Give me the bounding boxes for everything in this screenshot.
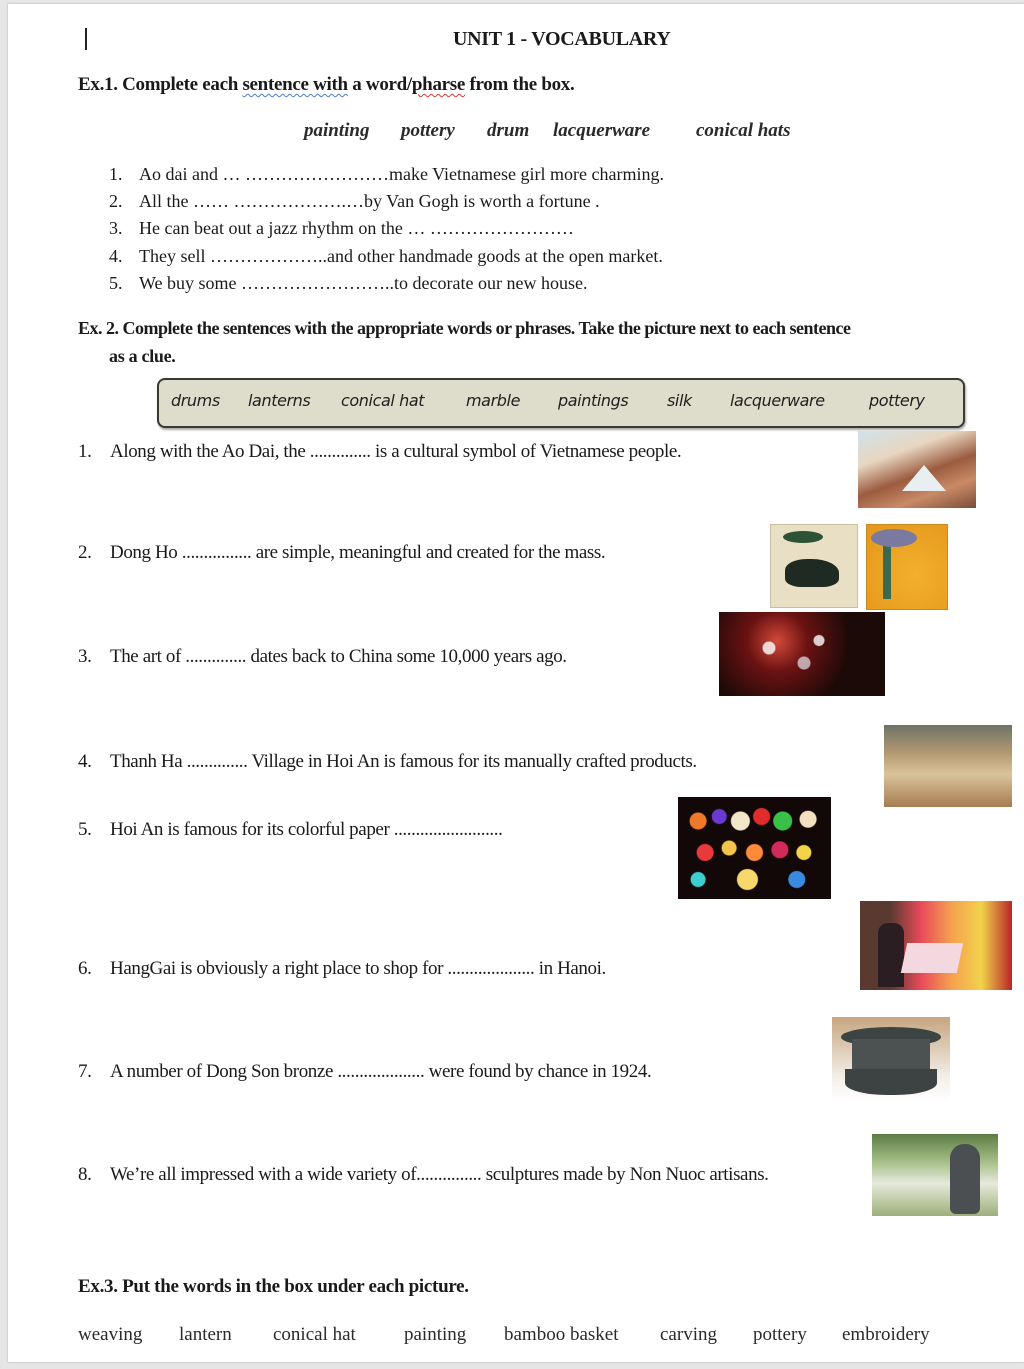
item-text: Hoi An is famous for its colorful paper ......................... bbox=[110, 819, 503, 840]
ex1-word: lacquerware bbox=[553, 120, 651, 141]
ex2-box-word: pottery bbox=[869, 391, 925, 410]
ex2-box-word: silk bbox=[667, 391, 692, 410]
ex3-word: embroidery bbox=[842, 1324, 930, 1345]
hat-shape bbox=[902, 465, 946, 491]
item-text: Along with the Ao Dai, the .............. is a cultural symbol of Vietnamese people. bbox=[110, 441, 682, 462]
ex2-box-word: lanterns bbox=[248, 391, 311, 410]
ex2-heading-cont: as a clue. bbox=[109, 346, 176, 366]
lacquer-flowers bbox=[749, 628, 849, 678]
picture-bronze-drum bbox=[832, 1017, 950, 1101]
ex2-box-word: conical hat bbox=[341, 391, 425, 410]
item-text: All the …… ……………….…by Van Gogh is worth a fortune . bbox=[139, 191, 600, 211]
item-text: Ao dai and … ……………………make Vietnamese girl more charming. bbox=[139, 164, 664, 184]
picture-lacquerware bbox=[719, 612, 885, 696]
ex1-word-box bbox=[8, 120, 1008, 146]
ex3-word: bamboo basket bbox=[504, 1324, 619, 1345]
item-number: 3. bbox=[109, 218, 123, 238]
palm-leaves bbox=[871, 529, 917, 547]
item-number: 3. bbox=[78, 646, 92, 667]
ex3-word: conical hat bbox=[273, 1324, 356, 1345]
item-number: 2. bbox=[109, 191, 123, 211]
item-number: 5. bbox=[78, 819, 92, 840]
tree-shape bbox=[783, 531, 823, 543]
page-title: UNIT 1 - VOCABULARY bbox=[453, 28, 671, 50]
item-number: 6. bbox=[78, 958, 92, 979]
ex3-word: weaving bbox=[78, 1324, 143, 1345]
ex2-box-word: drums bbox=[171, 391, 220, 410]
item-text: Thanh Ha .............. Village in Hoi An is famous for its manually crafted products. bbox=[110, 751, 697, 772]
ex1-word: pottery bbox=[401, 120, 455, 141]
weaver-figure bbox=[878, 923, 904, 987]
item-number: 5. bbox=[109, 273, 123, 293]
ex3-heading: Ex.3. Put the words in the box under each picture. bbox=[78, 1276, 469, 1297]
item-number: 4. bbox=[109, 246, 123, 266]
ex2-word-box bbox=[157, 378, 965, 428]
picture-marble-sculptures bbox=[872, 1134, 998, 1216]
text-cursor bbox=[85, 28, 87, 50]
item-text: We buy some ……………………..to decorate our new house. bbox=[139, 273, 588, 293]
item-number: 8. bbox=[78, 1164, 92, 1185]
ex3-word: pottery bbox=[753, 1324, 807, 1345]
item-text: HangGai is obviously a right place to shop for .................... in Hanoi. bbox=[110, 958, 606, 979]
ex1-heading bbox=[78, 74, 574, 96]
ex1-heading-part: a word/ bbox=[347, 74, 412, 95]
ex2-box-word: marble bbox=[466, 391, 521, 410]
ex2-heading: Ex. 2. Complete the sentences with the appropriate words or phrases. Take the picture next to each sentence bbox=[78, 318, 851, 338]
picture-dong-ho-painting-buffalo bbox=[770, 524, 858, 608]
palm-trunk bbox=[883, 539, 891, 599]
ex1-word: painting bbox=[304, 120, 370, 141]
ex3-word: carving bbox=[660, 1324, 717, 1345]
item-number: 1. bbox=[109, 164, 123, 184]
item-text: The art of .............. dates back to China some 10,000 years ago. bbox=[110, 646, 567, 667]
item-number: 7. bbox=[78, 1061, 92, 1082]
picture-lanterns bbox=[678, 797, 831, 899]
item-number: 4. bbox=[78, 751, 92, 772]
item-text: He can beat out a jazz rhythm on the … …………………… bbox=[139, 218, 574, 238]
ex1-word: conical hats bbox=[696, 120, 791, 141]
item-number: 2. bbox=[78, 542, 92, 563]
picture-pottery-workshop bbox=[884, 725, 1012, 807]
lantern-lights bbox=[684, 803, 825, 893]
ex1-heading-flagged-spelling: pharse bbox=[411, 74, 466, 95]
ex3-word-list bbox=[8, 1324, 1008, 1350]
item-text: They sell ………………..and other handmade goods at the open market. bbox=[139, 246, 663, 266]
picture-conical-hat bbox=[858, 431, 976, 508]
document-page bbox=[8, 4, 1024, 1362]
ex1-heading-part: Ex.1. Complete each bbox=[78, 74, 243, 95]
ex1-heading-part: from the box. bbox=[465, 74, 575, 95]
drum-base bbox=[845, 1069, 937, 1095]
picture-silk-weaving bbox=[860, 901, 1012, 990]
item-text: We’re all impressed with a wide variety of............... sculptures made by Non Nuoc artisans. bbox=[110, 1164, 769, 1185]
ex1-heading-flagged-grammar: sentence with bbox=[242, 74, 348, 95]
item-text: Dong Ho ................ are simple, meaningful and created for the mass. bbox=[110, 542, 606, 563]
sculpture-figure bbox=[950, 1144, 980, 1214]
silk-cloth bbox=[901, 943, 963, 973]
ex2-box-word: paintings bbox=[558, 391, 629, 410]
item-number: 1. bbox=[78, 441, 92, 462]
ex2-box-word: lacquerware bbox=[730, 391, 825, 410]
item-text: A number of Dong Son bronze .................... were found by chance in 1924. bbox=[110, 1061, 652, 1082]
ex1-word: drum bbox=[487, 120, 530, 141]
ex3-word: lantern bbox=[179, 1324, 232, 1345]
buffalo-shape bbox=[785, 559, 839, 587]
picture-dong-ho-painting-coconut bbox=[866, 524, 948, 610]
ex3-word: painting bbox=[404, 1324, 467, 1345]
